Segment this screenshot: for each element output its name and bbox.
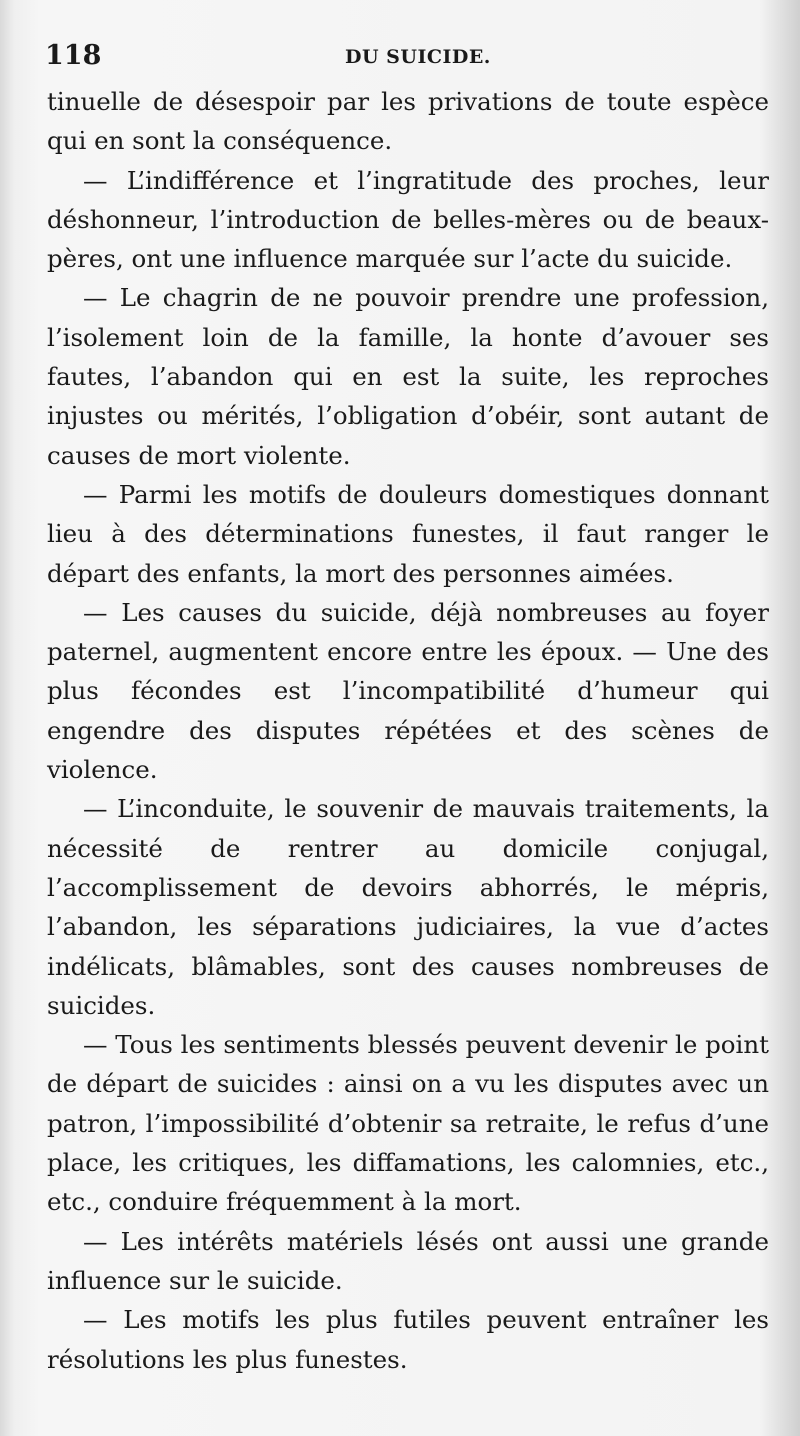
page-header: [45, 40, 760, 80]
body-text: [47, 82, 769, 1379]
page-number: 118: [45, 40, 102, 71]
paragraph: — L’inconduite, le souvenir de mauvais traitements, la nécessité de rentrer au domicile conjugal, l’accomplissement de devoirs abhorrés, le mépris, l’abandon, les séparations judiciaires, la vue d’actes indélicats, blâmables, sont des causes nombreuses de suicides.: [47, 794, 769, 1020]
paragraph: tinuelle de désespoir par les privations de toute espèce qui en sont la conséquence.: [47, 87, 769, 156]
paragraph: — L’indifférence et l’ingratitude des proches, leur déshonneur, l’introduction de belles-mères ou de beaux-pères, ont une influence marquée sur l’acte du suicide.: [47, 165, 769, 274]
paragraph: — Parmi les motifs de douleurs domestiques donnant lieu à des déterminations funestes, il faut ranger le départ des enfants, la mort des personnes aimées.: [47, 479, 769, 588]
paragraph: — Les motifs les plus futiles peuvent entraîner les résolutions les plus funestes.: [47, 1305, 769, 1374]
paragraph: — Le chagrin de ne pouvoir prendre une profession, l’isolement loin de la famille, la honte d’avouer ses fautes, l’abandon qui en est la suite, les reproches injustes ou mérités, l’obligation d’obéir, sont autant de causes de mort violente.: [47, 283, 769, 470]
paragraph: — Les causes du suicide, déjà nombreuses au foyer paternel, augmentent encore entre les époux. — Une des plus fécondes est l’incompatibilité d’humeur qui engendre des disputes répétées et des scènes de violence.: [47, 597, 769, 785]
paragraph: — Les intérêts matériels lésés ont aussi une grande influence sur le suicide.: [47, 1226, 769, 1295]
paragraph: — Tous les sentiments blessés peuvent devenir le point de départ de suicides : ainsi on a vu les disputes avec un patron, l’impossibilité d’obtenir sa retraite, le refus d’une place, les critiques, les diffamations, les calomnies, etc., etc., conduire fréquemment à la mort.: [47, 1030, 769, 1217]
running-title: DU SUICIDE.: [345, 46, 491, 68]
